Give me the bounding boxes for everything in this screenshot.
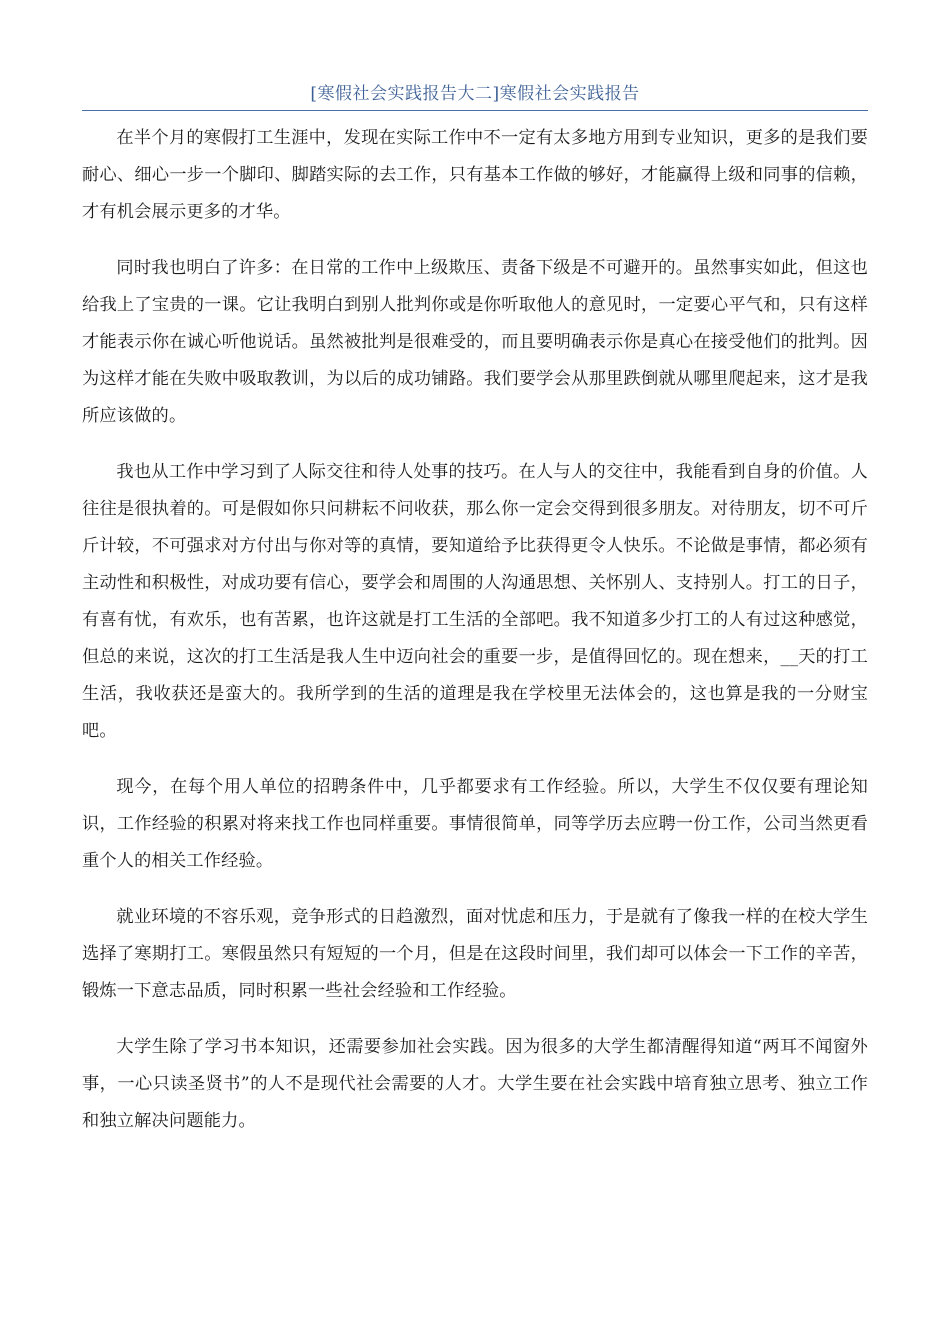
paragraph: 现今，在每个用人单位的招聘条件中，几乎都要求有工作经验。所以，大学生不仅仅要有理论知识，工作经验的积累对将来找工作也同样重要。事情很简单，同等学历去应聘一份工作，公司当然更看重个人的相关工作经验。 (82, 777, 868, 871)
paragraph: 在半个月的寒假打工生涯中，发现在实际工作中不一定有太多地方用到专业知识，更多的是我们要耐心、细心一步一个脚印、脚踏实际的去工作，只有基本工作做的够好，才能赢得上级和同事的信赖，才有机会展示更多的才华。 (82, 128, 868, 222)
document-body (82, 120, 868, 1159)
header-title: [寒假社会实践报告大二]寒假社会实践报告 (310, 84, 640, 104)
page-header (82, 80, 868, 111)
paragraph: 大学生除了学习书本知识，还需要参加社会实践。因为很多的大学生都清醒得知道“两耳不闻窗外事，一心只读圣贤书”的人不是现代社会需要的人才。大学生要在社会实践中培育独立思考、独立工作和独立解决问题能力。 (82, 1037, 868, 1131)
paragraph: 同时我也明白了许多：在日常的工作中上级欺压、责备下级是不可避开的。虽然事实如此，但这也给我上了宝贵的一课。它让我明白到别人批判你或是你听取他人的意见时，一定要心平气和，只有这样才能表示你在诚心听他说话。虽然被批判是很难受的，而且要明确表示你是真心在接受他们的批判。因为这样才能在失败中吸取教训，为以后的成功铺路。我们要学会从那里跌倒就从哪里爬起来，这才是我所应该做的。 (82, 258, 868, 426)
paragraph: 就业环境的不容乐观，竞争形式的日趋激烈，面对忧虑和压力，于是就有了像我一样的在校大学生选择了寒期打工。寒假虽然只有短短的一个月，但是在这段时间里，我们却可以体会一下工作的辛苦，锻炼一下意志品质，同时积累一些社会经验和工作经验。 (82, 907, 868, 1001)
paragraph: 我也从工作中学习到了人际交往和待人处事的技巧。在人与人的交往中，我能看到自身的价值。人往往是很执着的。可是假如你只问耕耘不问收获，那么你一定会交得到很多朋友。对待朋友，切不可斤斤计较，不可强求对方付出与你对等的真情，要知道给予比获得更令人快乐。不论做是事情，都必须有主动性和积极性，对成功要有信心，要学会和周围的人沟通思想、关怀别人、支持别人。打工的日子，有喜有忧，有欢乐，也有苦累，也许这就是打工生活的全部吧。我不知道多少打工的人有过这种感觉，但总的来说，这次的打工生活是我人生中迈向社会的重要一步，是值得回忆的。现在想来，__天的打工生活，我收获还是蛮大的。我所学到的生活的道理是我在学校里无法体会的，这也算是我的一分财宝吧。 (82, 462, 868, 741)
